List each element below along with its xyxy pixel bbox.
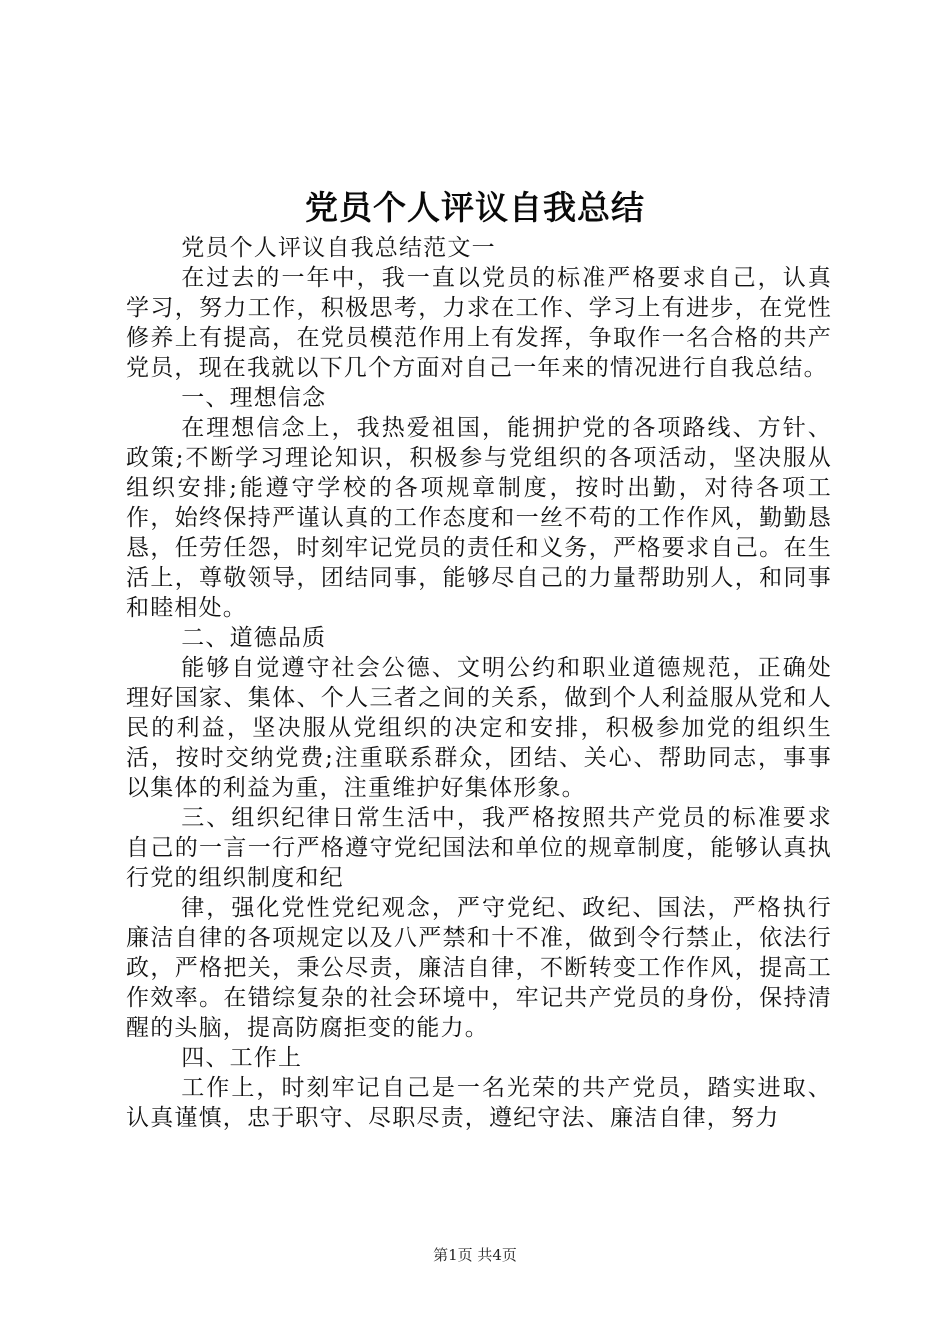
section-heading-ideals: 一、理想信念 — [181, 385, 327, 411]
document-title: 党员个人评议自我总结 — [305, 188, 645, 227]
intro-paragraph: 在过去的一年中，我一直以党员的标准严格要求自己，认真学习，努力工作，积极思考，力求在工作、学习上有进步，在党性修养上有提高，在党员模范作用上有发挥，争取作一名合格的共产党员，现在我就以下几个方面对自己一年来的情况进行自我总结。 — [126, 265, 832, 381]
ideals-paragraph: 在理想信念上，我热爱祖国，能拥护党的各项路线、方针、政策;不断学习理论知识，积极参与党组织的各项活动，坚决服从组织安排;能遵守学校的各项规章制度，按时出勤，对待各项工作，始终保持严谨认真的工作态度和一丝不苟的工作作风，勤勤恳恳，任劳任怨，时刻牢记党员的责任和义务，严格要求自己。在生活上，尊敬领导，团结同事，能够尽自己的力量帮助别人，和同事和睦相处。 — [126, 415, 832, 621]
subtitle-paragraph: 党员个人评议自我总结范文一 — [181, 235, 496, 261]
work-paragraph: 工作上，时刻牢记自己是一名光荣的共产党员，踏实进取、认真谨慎，忠于职守、尽职尽责，遵纪守法、廉洁自律，努力 — [126, 1075, 832, 1131]
discipline-paragraph: 三、组织纪律日常生活中，我严格按照共产党员的标准要求自己的一言一行严格遵守党纪国法和单位的规章制度，能够认真执行党的组织制度和纪 — [126, 805, 832, 891]
discipline-continued-paragraph: 律，强化党性党纪观念，严守党纪、政纪、国法，严格执行廉洁自律的各项规定以及八严禁和十不准，做到令行禁止，依法行政，严格把关，秉公尽责，廉洁自律，不断转变工作作风，提高工作效率。在错综复杂的社会环境中，牢记共产党员的身份，保持清醒的头脑，提高防腐拒变的能力。 — [126, 895, 832, 1041]
page-footer: 第1页 共4页 — [433, 1246, 517, 1264]
section-heading-work: 四、工作上 — [181, 1045, 303, 1071]
document-body — [126, 233, 832, 1133]
section-heading-morality: 二、道德品质 — [181, 625, 327, 651]
morality-paragraph: 能够自觉遵守社会公德、文明公约和职业道德规范，正确处理好国家、集体、个人三者之间的关系，做到个人利益服从党和人民的利益，坚决服从党组织的决定和安排，积极参加党的组织生活，按时交纳党费;注重联系群众，团结、关心、帮助同志，事事以集体的利益为重，注重维护好集体形象。 — [126, 655, 832, 801]
